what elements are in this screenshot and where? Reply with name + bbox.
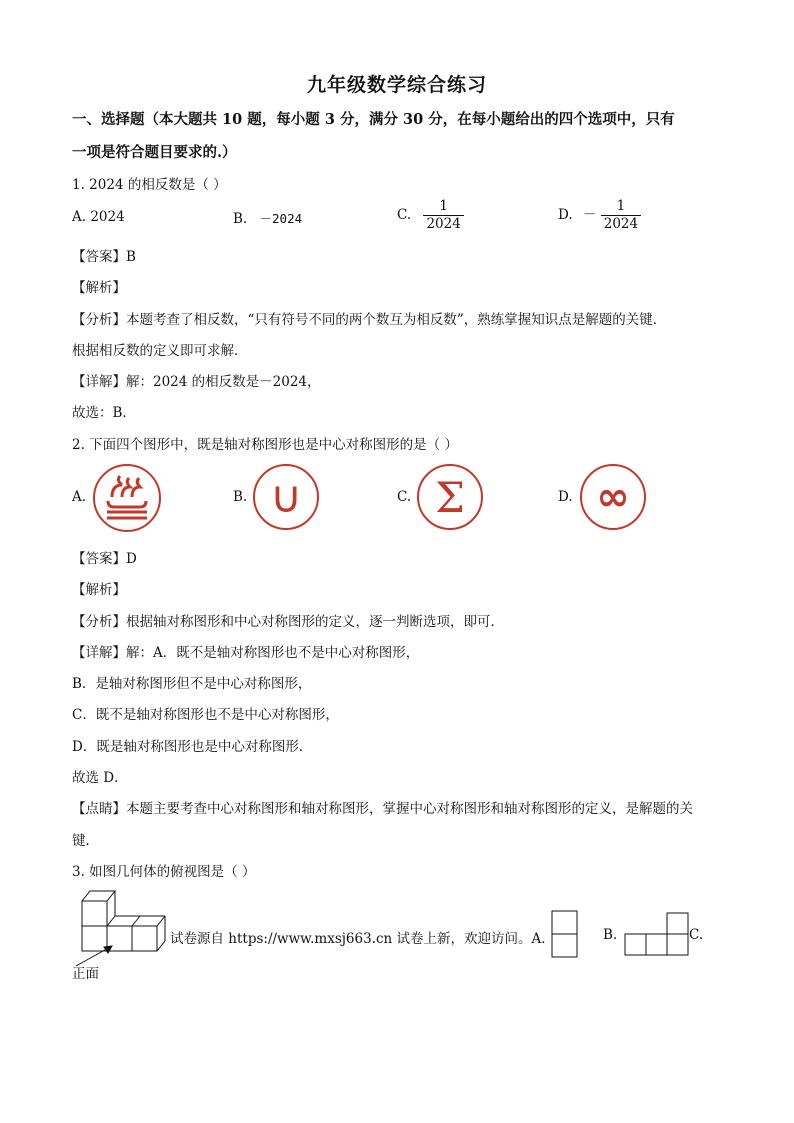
q2-remark-line2: 键． [72, 833, 99, 849]
q2-analysis: 【分析】根据轴对称图形和中心对称图形的定义，逐一判断选项，即可． [72, 614, 504, 630]
q2-option-a-label: A. [72, 489, 87, 505]
q2-detail: 【详解】解：A．既不是轴对称图形也不是中心对称图形， [72, 645, 420, 661]
q2-remark-line1: 【点睛】本题主要考查中心对称图形和轴对称图形，掌握中心对称图形和轴对称图形的定义，是解题的关 [72, 801, 693, 817]
q2-option-d-label: D. [558, 489, 573, 505]
q3-stem: 3. 如图几何体的俯视图是（ ） [72, 864, 256, 880]
q3-source-text: 试卷源自 https://www.mxsj663.cn 试卷上新，欢迎访问。A. [170, 931, 546, 947]
two-square-vertical-icon [551, 910, 579, 960]
sigma-symbol-icon: Σ [417, 464, 483, 530]
q2-detail-b: B．是轴对称图形但不是中心对称图形， [72, 676, 312, 692]
q3-option-b-figure [624, 912, 690, 960]
q1-stem: 1. 2024 的相反数是（ ） [72, 177, 227, 193]
q2-option-a-figure [92, 463, 162, 537]
q1-option-c-fraction [423, 198, 463, 233]
page-title: 九年级数学综合练习 [306, 74, 487, 96]
q1-analysis-line2: 根据相反数的定义即可求解． [72, 343, 248, 359]
q2-option-b-label: B. [233, 489, 248, 505]
q1-option-d-denominator: 2024 [603, 216, 639, 232]
q1-option-c-label: C. [397, 207, 412, 223]
q1-choose: 故选：B． [72, 405, 136, 421]
q1-answer: 【答案】B [72, 249, 136, 265]
q3-front-label: 正面 [72, 966, 99, 982]
q1-option-d-sign: － [582, 207, 597, 223]
q2-stem: 2. 下面四个图形中，既是轴对称图形也是中心对称图形的是（ ） [72, 437, 458, 453]
section-heading-line2: 一项是符合题目要求的.） [72, 144, 237, 161]
q3-option-a-figure [551, 910, 579, 964]
q2-choose: 故选 D． [72, 770, 128, 786]
q1-option-b-label: B. [233, 211, 248, 227]
q2-jiexi: 【解析】 [72, 582, 126, 598]
union-symbol-icon: ∪ [253, 464, 319, 530]
q2-detail-d: D．既是轴对称图形也是中心对称图形． [72, 739, 313, 755]
q1-option-b [233, 209, 302, 227]
q1-option-c-denominator: 2024 [426, 216, 461, 232]
q2-option-c-label: C. [397, 489, 412, 505]
infinity-symbol-icon: ∞ [580, 464, 646, 530]
q1-option-c [397, 198, 464, 233]
q1-option-c-numerator: 1 [423, 198, 463, 216]
q1-option-d [558, 198, 641, 233]
q2-detail-c: C．既不是轴对称图形也不是中心对称图形， [72, 707, 339, 723]
q1-option-d-numerator: 1 [601, 198, 641, 216]
q1-option-a: A. 2024 [72, 209, 125, 225]
q1-option-d-fraction [601, 198, 641, 233]
spa-symbol-icon [92, 463, 162, 533]
q1-jiexi: 【解析】 [72, 280, 126, 296]
q1-option-d-label: D. [558, 207, 573, 223]
q1-option-b-value: －2024 [259, 211, 303, 226]
q2-answer: 【答案】D [72, 551, 137, 567]
section-heading-line1: 一、选择题（本大题共 10 题，每小题 3 分，满分 30 分，在每小题给出的四个选项中，只有 [72, 111, 675, 128]
q1-detail: 【详解】解：2024 的相反数是－2024， [72, 374, 321, 390]
l-shape-squares-icon [624, 912, 690, 956]
q1-analysis-line1: 【分析】本题考查了相反数，“只有符号不同的两个数互为相反数”，熟练掌握知识点是解题的关键． [72, 312, 667, 328]
q3-option-b-label: B. [603, 927, 618, 943]
q3-option-c-label: C. [689, 927, 704, 943]
